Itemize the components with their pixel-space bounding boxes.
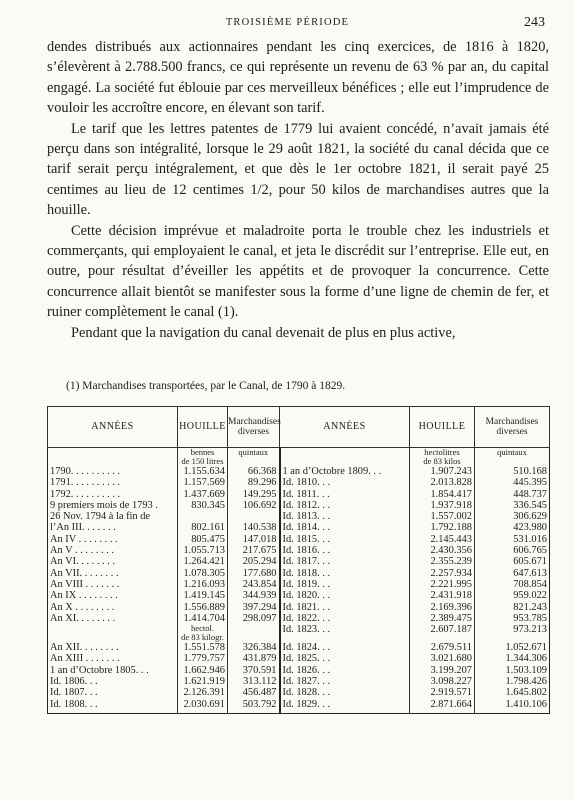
col-label: diverses (237, 427, 270, 437)
cell-year: An XI. . . . . . . . (50, 612, 116, 624)
cell-houille: 2.679.511 (410, 642, 475, 653)
table-row (48, 653, 550, 664)
cell-houille: 2.389.475 (410, 613, 475, 624)
cell-marchandises: 313.112 (228, 676, 280, 687)
chapter-title: TROISIÈME PÉRIODE (225, 17, 350, 28)
cell-houille: 1.155.634 (178, 466, 228, 477)
cell-year: Id. 1816. . . (280, 545, 410, 556)
cell-marchandises: 1.503.109 (475, 665, 550, 676)
unit-marchandises: quintaux (475, 448, 550, 467)
cell-marchandises: 149.295 (228, 489, 280, 500)
col-marchandises-left (228, 407, 280, 448)
col-marchandises-right (475, 407, 550, 448)
table-row (48, 489, 550, 500)
cell-year: 1791. . . . . . . . . . (50, 477, 121, 489)
cell-houille: 1.792.188 (410, 522, 475, 533)
cell-houille: 1.907.243 (410, 466, 475, 477)
paragraph: Cette décision imprévue et maladroite porta le trouble chez les industriels et commerçants, qui employaient le canal, et jeta le discrédit sur l’entreprise. Elle eut, en outre, pour résultat d’éveiller les appétits et de provoquer la concurrence. Cette concurrence allait bientôt se manifester sous la forme d’une ligne de chemin de fer, et ruiner complètement le canal (1). (47, 222, 549, 321)
table-row (48, 556, 550, 567)
cell-marchandises: 647.613 (475, 568, 550, 579)
cell-marchandises: 456.487 (228, 687, 280, 698)
cell-year: Id. 1821. . . (280, 602, 410, 613)
col-label: Marchandises (485, 417, 539, 427)
cell-year: Id. 1815. . . (280, 534, 410, 545)
cell-marchandises: 217.675 (228, 545, 280, 556)
table-row (48, 579, 550, 590)
cell-marchandises: 344.939 (228, 590, 280, 601)
table-row (48, 500, 550, 511)
cell-marchandises: 140.538 (228, 522, 280, 533)
spacer-cell (280, 710, 410, 714)
cell-houille (178, 511, 228, 522)
cell-marchandises: 89.296 (228, 477, 280, 488)
cell-year (48, 448, 178, 467)
cell-marchandises: 448.737 (475, 489, 550, 500)
cell-marchandises: 606.765 (475, 545, 550, 556)
cell-year: Id. 1824. . . (280, 642, 410, 653)
cell-marchandises: 370.591 (228, 665, 280, 676)
cell-houille: 2.126.391 (178, 687, 228, 698)
cell-houille: 1.779.757 (178, 653, 228, 664)
cell-marchandises: 1.410.106 (475, 699, 550, 710)
cell-marchandises: 1.798.426 (475, 676, 550, 687)
cell-marchandises: 205.294 (228, 556, 280, 567)
unit-marchandises (228, 624, 280, 642)
cell-year: Id. 1811. . . (280, 489, 410, 500)
cell-marchandises: 503.792 (228, 699, 280, 710)
cell-year: An VI. . . . . . . . (50, 556, 116, 568)
table-row (48, 687, 550, 698)
cell-houille: 2.169.396 (410, 602, 475, 613)
table-row (48, 642, 550, 653)
table-row (48, 613, 550, 624)
cell-houille: 2.919.571 (410, 687, 475, 698)
body-text (47, 37, 549, 343)
units-row (48, 448, 550, 467)
cell-marchandises: 66.368 (228, 466, 280, 477)
table-row (48, 545, 550, 556)
cell-year: Id. 1812. . . (280, 500, 410, 511)
col-houille-left: HOUILLE (178, 407, 228, 448)
cell-marchandises: 423.980 (475, 522, 550, 533)
col-label: Marchandises (228, 417, 281, 427)
cell-year: An X . . . . . . . . (50, 601, 115, 613)
cell-year: Id. 1822. . . (280, 613, 410, 624)
cell-marchandises: 431.879 (228, 653, 280, 664)
cell-marchandises: 973.213 (475, 624, 550, 642)
cell-marchandises: 1.344.306 (475, 653, 550, 664)
cell-houille: 2.871.664 (410, 699, 475, 710)
cell-marchandises: 306.629 (475, 511, 550, 522)
unit-label: de 83 kilos (423, 456, 461, 466)
paragraph: dendes distribués aux actionnaires pendant les cinq exercices, de 1816 à 1820, s’élevèrent à 2.788.500 francs, ce qui représente un revenu de 63 % par an, du capital engagé. La société fut éblouie par ces merveilleux bénéfices ; elle eut l’imprudence de vouloir les accroître encore, en élevant son tarif. (47, 39, 549, 117)
table-row (48, 511, 550, 522)
cell-marchandises: 821.243 (475, 602, 550, 613)
cell-year: An XII. . . . . . . . (50, 642, 119, 654)
unit-marchandises: quintaux (228, 448, 280, 467)
table-row (48, 522, 550, 533)
cell-year: An IX . . . . . . . . (50, 590, 118, 602)
cell-marchandises: 531.016 (475, 534, 550, 545)
cell-year: 1790. . . . . . . . . . (50, 466, 121, 477)
cell-houille: 3.199.207 (410, 665, 475, 676)
cell-houille: 2.030.691 (178, 699, 228, 710)
table-row (48, 676, 550, 687)
spacer-cell (48, 710, 178, 714)
cell-year: l’An III. . . . . . . (50, 522, 116, 534)
cell-houille: 1.157.569 (178, 477, 228, 488)
cell-year: Id. 1820. . . (280, 590, 410, 601)
cell-marchandises: 510.168 (475, 466, 550, 477)
cell-houille: 2.257.934 (410, 568, 475, 579)
cell-houille: 1.414.704 (178, 613, 228, 624)
col-annees-right: ANNÉES (280, 407, 410, 448)
cell-houille: 1.551.578 (178, 642, 228, 653)
cell-year: An V . . . . . . . . (50, 545, 114, 557)
cell-marchandises: 605.671 (475, 556, 550, 567)
cell-year: 1 an d’Octobre 1805. . . (50, 664, 149, 676)
cell-year: Id. 1807. . . (50, 687, 98, 699)
table-row (48, 602, 550, 613)
cell-houille: 1.055.713 (178, 545, 228, 556)
cell-year: Id. 1825. . . (280, 653, 410, 664)
unit-label: bennes (190, 447, 215, 457)
table-row (48, 624, 550, 642)
cell-houille: 1.937.918 (410, 500, 475, 511)
cell-year: Id. 1828. . . (280, 687, 410, 698)
spacer-cell (228, 710, 280, 714)
cell-marchandises: 177.680 (228, 568, 280, 579)
cell-year: Id. 1826. . . (280, 665, 410, 676)
unit-houille (178, 448, 228, 467)
cell-year (280, 448, 410, 467)
table-row (48, 534, 550, 545)
cell-marchandises: 1.645.802 (475, 687, 550, 698)
cell-marchandises: 959.022 (475, 590, 550, 601)
cell-year: Id. 1827. . . (280, 676, 410, 687)
cell-year: Id. 1818. . . (280, 568, 410, 579)
cell-marchandises: 708.854 (475, 579, 550, 590)
cell-houille: 1.264.421 (178, 556, 228, 567)
cell-houille: 1.216.093 (178, 579, 228, 590)
col-label: diverses (496, 427, 528, 437)
col-houille-right: HOUILLE (410, 407, 475, 448)
unit-houille (178, 624, 228, 642)
cell-year: Id. 1813. . . (280, 511, 410, 522)
cell-year: 1 an d’Octobre 1809. . . (280, 466, 410, 477)
unit-houille (410, 448, 475, 467)
cell-marchandises: 298.097 (228, 613, 280, 624)
cell-year: Id. 1823. . . (280, 624, 410, 642)
cell-houille: 1.419.145 (178, 590, 228, 601)
col-annees-left: ANNÉES (48, 407, 178, 448)
cell-houille: 2.355.239 (410, 556, 475, 567)
table-row (48, 466, 550, 477)
cell-marchandises: 1.052.671 (475, 642, 550, 653)
unit-label: hectolitres (424, 447, 460, 457)
cell-houille: 1.437.669 (178, 489, 228, 500)
table-spacer-row (48, 710, 550, 714)
table-row (48, 568, 550, 579)
table-row (48, 665, 550, 676)
cell-year: Id. 1808. . . (50, 698, 98, 710)
cell-year: An IV . . . . . . . . (50, 533, 118, 545)
cell-houille: 830.345 (178, 500, 228, 511)
cell-marchandises: 397.294 (228, 602, 280, 613)
cell-houille: 3.098.227 (410, 676, 475, 687)
cell-houille: 1.556.889 (178, 602, 228, 613)
cell-year: An VII. . . . . . . . (50, 567, 119, 579)
cell-marchandises: 445.395 (475, 477, 550, 488)
unit-label: de 83 kilogr. (181, 632, 224, 643)
cell-marchandises: 147.018 (228, 534, 280, 545)
cell-marchandises: 326.384 (228, 642, 280, 653)
table-row (48, 477, 550, 488)
cell-year: Id. 1817. . . (280, 556, 410, 567)
cell-houille: 805.475 (178, 534, 228, 545)
cell-houille: 2.013.828 (410, 477, 475, 488)
cell-year: Id. 1806. . . (50, 676, 98, 688)
cell-year: Id. 1810. . . (280, 477, 410, 488)
cell-year (48, 624, 178, 642)
cell-year: An VIII . . . . . . . (50, 578, 120, 590)
cell-houille: 802.161 (178, 522, 228, 533)
cell-year: 26 Nov. 1794 à la fin de (50, 511, 151, 523)
spacer-cell (178, 710, 228, 714)
cell-houille: 3.021.680 (410, 653, 475, 664)
cell-houille: 1.078.305 (178, 568, 228, 579)
cell-year: An XIII . . . . . . . (50, 653, 120, 665)
running-header (0, 12, 575, 32)
freight-table (47, 406, 550, 714)
footnote-caption: (1) Marchandises transportées, par le Canal, de 1790 à 1829. (66, 380, 346, 392)
cell-houille: 1.621.919 (178, 676, 228, 687)
cell-houille: 2.430.356 (410, 545, 475, 556)
paragraph: Pendant que la navigation du canal devenait de plus en plus active, (71, 324, 456, 341)
cell-houille: 1.662.946 (178, 665, 228, 676)
cell-year: 1792. . . . . . . . . . (50, 488, 121, 500)
cell-marchandises: 953.785 (475, 613, 550, 624)
cell-year: 9 premiers mois de 1793 . (50, 499, 158, 511)
paragraph: Le tarif que les lettres patentes de 1779 lui avaient concédé, n’avait jamais été perçu dans son intégralité, lorsque le 29 août 1821, la société du canal décida que ce tarif serait perçu intégralement, et que dès le 1er octobre 1821, il serait payé 25 centimes au lieu de 12 centimes 1/2, pour 50 kilos de marchandises autres que la houille. (47, 120, 549, 219)
cell-houille: 2.607.187 (410, 624, 475, 642)
cell-marchandises (228, 511, 280, 522)
unit-label: de 150 litres (181, 456, 224, 466)
cell-year: Id. 1814. . . (280, 522, 410, 533)
cell-houille: 2.431.918 (410, 590, 475, 601)
table-header-row (48, 407, 550, 448)
table-row (48, 699, 550, 710)
cell-houille: 2.221.995 (410, 579, 475, 590)
cell-marchandises: 106.692 (228, 500, 280, 511)
cell-marchandises: 336.545 (475, 500, 550, 511)
cell-houille: 2.145.443 (410, 534, 475, 545)
cell-houille: 1.557.002 (410, 511, 475, 522)
cell-marchandises: 243.854 (228, 579, 280, 590)
page-number: 243 (524, 15, 545, 30)
spacer-cell (475, 710, 550, 714)
unit-label: hectol. (191, 624, 214, 634)
cell-year: Id. 1819. . . (280, 579, 410, 590)
cell-year: Id. 1829. . . (280, 699, 410, 710)
spacer-cell (410, 710, 475, 714)
table-row (48, 590, 550, 601)
cell-houille: 1.854.417 (410, 489, 475, 500)
